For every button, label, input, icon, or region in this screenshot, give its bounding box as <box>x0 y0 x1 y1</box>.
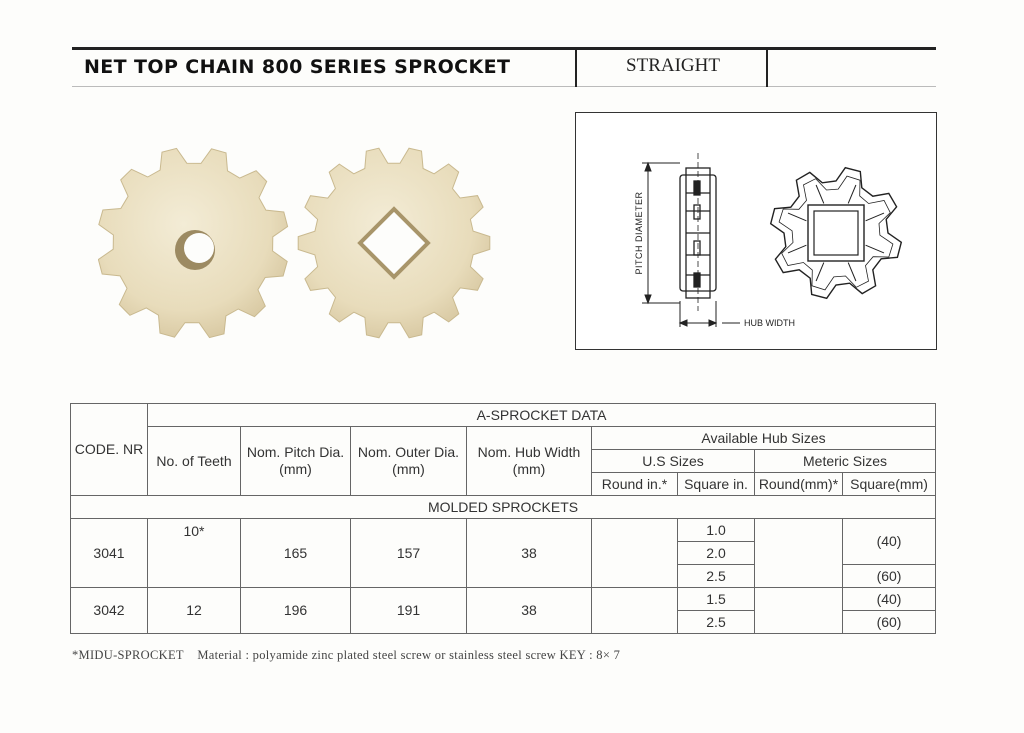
pitch-cell: 165 <box>241 519 351 588</box>
square-in-cell: 1.5 <box>678 588 755 611</box>
pitch-header-line2: (mm) <box>279 461 312 477</box>
header-bottom-rule <box>72 86 936 87</box>
square-mm-cell: (40) <box>843 519 936 565</box>
footnote: *MIDU-SPROCKET Material : polyamide zinc plated steel screw or stainless steel screw KEY : 8× 7 <box>72 648 621 662</box>
col-header-code: CODE. NR <box>71 404 148 496</box>
col-header-round-in: Round in.* <box>592 473 678 496</box>
round-mm-cell <box>755 588 843 634</box>
round-in-cell <box>592 519 678 588</box>
square-in-cell: 2.0 <box>678 542 755 565</box>
sprocket-square-bore <box>298 148 490 338</box>
table-section-title: A-SPROCKET DATA <box>148 404 936 427</box>
sprocket-side-view <box>680 153 716 311</box>
code-cell: 3041 <box>71 519 148 588</box>
pitch-cell: 196 <box>241 588 351 634</box>
sprocket-photo <box>98 145 498 345</box>
sprocket-round-bore <box>98 148 287 337</box>
teeth-cell: 10* <box>148 519 241 588</box>
outer-header-line1: Nom. Outer Dia. <box>357 444 460 460</box>
col-header-square-mm: Square(mm) <box>843 473 936 496</box>
col-header-pitch <box>241 427 351 496</box>
square-in-cell: 2.5 <box>678 611 755 634</box>
hub-cell: 38 <box>467 588 592 634</box>
hub-width-label: HUB WIDTH <box>744 318 795 328</box>
table-row <box>71 588 936 611</box>
header-divider <box>575 47 577 87</box>
col-header-teeth: No. of Teeth <box>148 427 241 496</box>
pitch-header-line1: Nom. Pitch Dia. <box>246 444 345 460</box>
hub-cell: 38 <box>467 519 592 588</box>
sprocket-front-view <box>771 168 902 299</box>
pitch-diameter-dimension <box>642 163 680 303</box>
technical-drawing <box>575 112 937 350</box>
code-cell: 3042 <box>71 588 148 634</box>
hub-header-line1: Nom. Hub Width <box>477 444 581 460</box>
square-mm-cell: (60) <box>843 565 936 588</box>
square-in-cell: 1.0 <box>678 519 755 542</box>
col-header-metric: Meteric Sizes <box>755 450 936 473</box>
teeth-cell: 12 <box>148 588 241 634</box>
round-in-cell <box>592 588 678 634</box>
col-header-us: U.S Sizes <box>592 450 755 473</box>
table-row <box>71 519 936 542</box>
sprocket-data-table <box>70 403 936 634</box>
square-mm-cell: (40) <box>843 588 936 611</box>
page-title: NET TOP CHAIN 800 SERIES SPROCKET <box>84 56 511 78</box>
hub-width-dimension <box>680 301 740 327</box>
square-in-cell: 2.5 <box>678 565 755 588</box>
col-header-round-mm: Round(mm)* <box>755 473 843 496</box>
pitch-diameter-label: PITCH DIAMETER <box>634 191 644 275</box>
square-mm-cell: (60) <box>843 611 936 634</box>
group-label: MOLDED SPROCKETS <box>71 496 936 519</box>
col-header-available: Available Hub Sizes <box>592 427 936 450</box>
col-header-square-in: Square in. <box>678 473 755 496</box>
col-header-outer <box>351 427 467 496</box>
outer-cell: 191 <box>351 588 467 634</box>
variant-label: STRAIGHT <box>626 55 720 76</box>
round-mm-cell <box>755 519 843 588</box>
header-top-rule <box>72 47 936 50</box>
outer-cell: 157 <box>351 519 467 588</box>
hub-header-line2: (mm) <box>512 461 546 477</box>
col-header-hub <box>467 427 592 496</box>
outer-header-line2: (mm) <box>392 461 425 477</box>
